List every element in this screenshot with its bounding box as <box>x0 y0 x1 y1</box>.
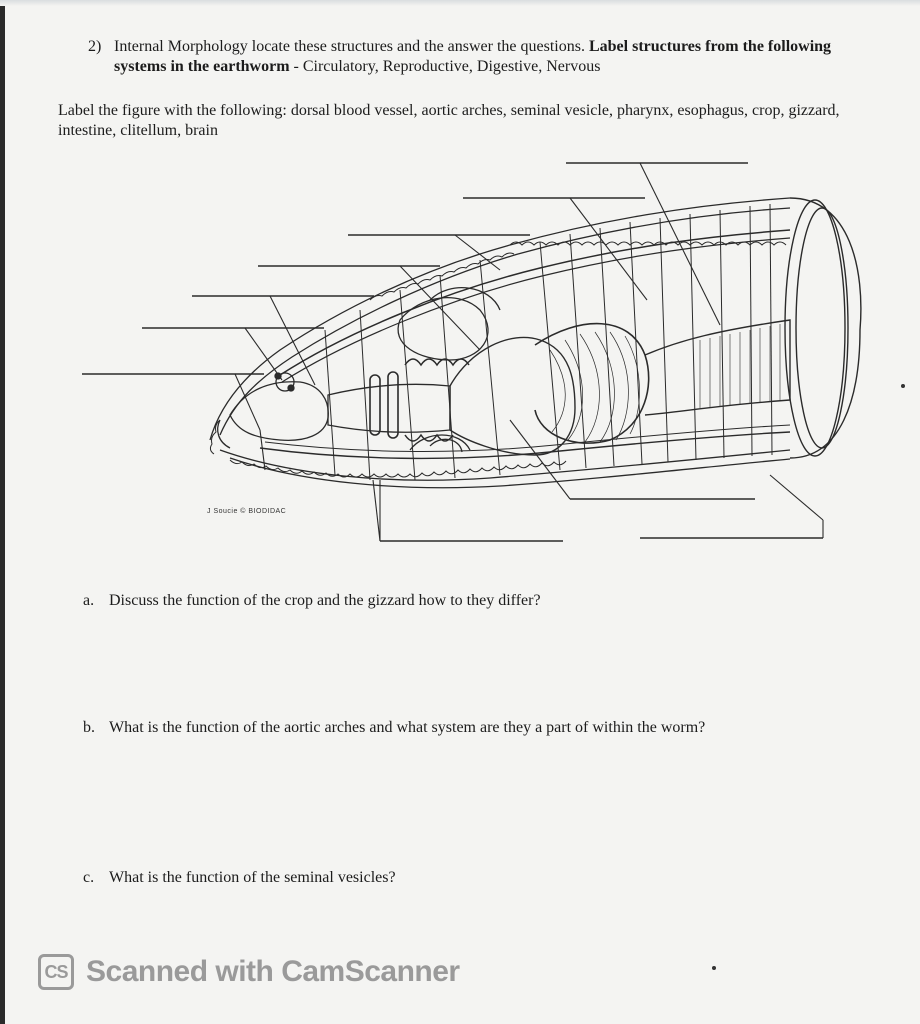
page-top-edge <box>0 0 920 6</box>
label-lines <box>82 163 823 541</box>
watermark-text: Scanned with CamScanner <box>86 955 460 988</box>
question-2-regular: Internal Morphology locate these structures and the answer the questions. <box>114 38 585 55</box>
prostomium <box>218 420 230 448</box>
question-text: What is the function of the seminal vesicles? <box>109 869 396 886</box>
dorsal-blood-vessel <box>280 230 790 375</box>
intestine <box>645 320 790 415</box>
earthworm-diagram <box>70 150 870 550</box>
question-text: Discuss the function of the crop and the gizzard how to they differ? <box>109 592 541 609</box>
label-instructions: Label the figure with the following: dorsal blood vessel, aortic arches, seminal vesicle, pharynx, esophagus, crop, gizzard, intestine, clitellum, brain <box>58 102 840 139</box>
question-2 <box>88 37 878 77</box>
cut-end <box>785 198 861 458</box>
question-b <box>83 718 705 738</box>
question-2-systems: - Circulatory, Reproductive, Digestive, Nervous <box>289 58 601 75</box>
body-ventral-edge <box>220 450 790 480</box>
question-letter: c. <box>83 869 95 886</box>
question-2-text <box>114 37 878 77</box>
figure-credit: J Soucie © BIODIDAC <box>207 508 287 515</box>
gizzard-striations <box>550 332 640 442</box>
question-a <box>83 591 541 611</box>
question-2-bold: Label structures from the following systems in the earthworm <box>114 38 832 75</box>
stray-mark <box>712 966 716 970</box>
crop <box>450 337 575 455</box>
pharynx <box>230 382 328 441</box>
question-number: 2) <box>88 38 102 55</box>
intestine-folds <box>700 324 780 408</box>
question-letter: a. <box>83 592 95 609</box>
camscanner-logo-icon: CS <box>38 954 74 990</box>
question-text: What is the function of the aortic arches and what system are they a part of within the worm? <box>109 719 706 736</box>
question-letter: b. <box>83 719 95 736</box>
esophagus <box>328 384 450 432</box>
question-c <box>83 868 396 888</box>
segment-scallops <box>210 242 786 477</box>
camscanner-watermark <box>38 952 460 992</box>
page-edge <box>0 0 5 1024</box>
earthworm-anatomy-drawing <box>70 150 870 550</box>
stray-mark <box>901 384 905 388</box>
